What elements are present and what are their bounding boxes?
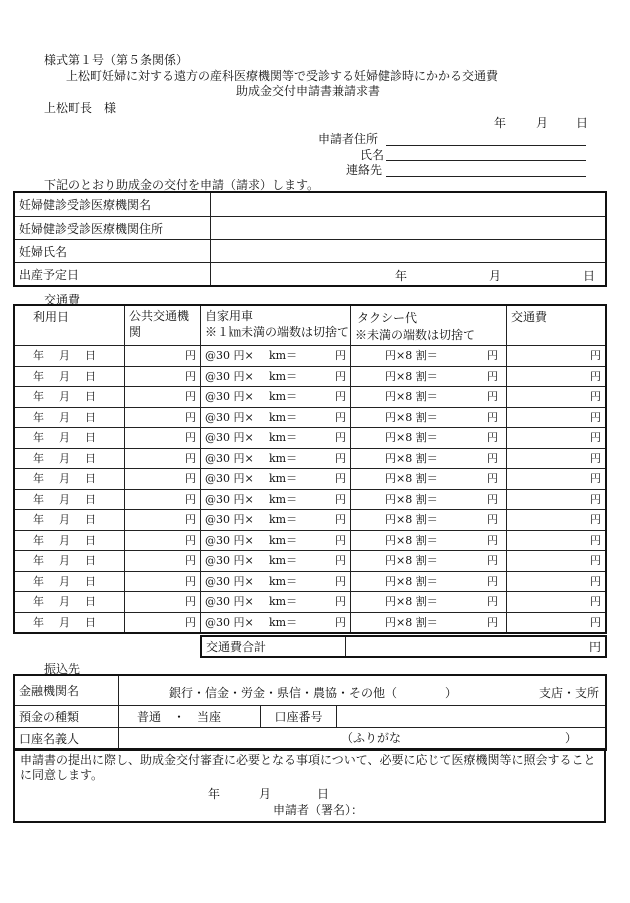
transport-section-label: 交通費: [44, 293, 81, 307]
row-year: 年: [33, 349, 44, 363]
row-total[interactable]: [507, 387, 606, 408]
row-month: 月: [59, 554, 70, 568]
row-total-unit: 円: [590, 431, 601, 445]
row-car-km: km＝: [269, 492, 298, 506]
row-public[interactable]: [125, 510, 201, 531]
row-car-unit: 円: [335, 451, 346, 465]
row-date[interactable]: [15, 551, 125, 572]
row-public[interactable]: [125, 428, 201, 449]
transport-sum-table: [201, 636, 606, 657]
applicant-contact-field[interactable]: [386, 176, 586, 177]
transport-sum-field[interactable]: [346, 637, 606, 657]
row-car-unit: 円: [335, 349, 346, 363]
row-car-rate: @30 円×: [205, 431, 254, 445]
row-total-unit: 円: [590, 492, 601, 506]
row-year: 年: [33, 492, 44, 506]
row-year: 年: [33, 451, 44, 465]
account-holder-label: 口座名義人: [15, 728, 119, 750]
row-car[interactable]: [201, 551, 351, 572]
row-car-rate: @30 円×: [205, 410, 254, 424]
table-row: [15, 428, 606, 449]
row-car-rate: @30 円×: [205, 533, 254, 547]
row-taxi[interactable]: [351, 530, 507, 551]
row-taxi[interactable]: [351, 407, 507, 428]
row-car-rate: @30 円×: [205, 574, 254, 588]
table-row: [15, 530, 606, 551]
due-year: 年: [395, 269, 408, 283]
row-year: 年: [33, 554, 44, 568]
row-car-rate: @30 円×: [205, 554, 254, 568]
row-public[interactable]: [125, 551, 201, 572]
row-month: 月: [59, 595, 70, 609]
furigana-close: ）: [565, 731, 578, 745]
date-day: 日: [576, 116, 589, 130]
consent-month: 月: [259, 787, 272, 801]
row-car-unit: 円: [335, 513, 346, 527]
row-public[interactable]: [125, 489, 201, 510]
row-public-unit: 円: [185, 369, 196, 383]
row-date[interactable]: [15, 592, 125, 613]
row-car-km: km＝: [269, 615, 298, 629]
due-day: 日: [583, 269, 596, 283]
row-taxi[interactable]: [351, 592, 507, 613]
row-year: 年: [33, 513, 44, 527]
row-public-unit: 円: [185, 472, 196, 486]
furigana-label: （ふりがな: [341, 731, 402, 745]
row-car-rate: @30 円×: [205, 390, 254, 404]
row-car-km: km＝: [269, 431, 298, 445]
row-car-rate: @30 円×: [205, 595, 254, 609]
row-car[interactable]: [201, 612, 351, 633]
row-day: 日: [85, 615, 96, 629]
row-public-unit: 円: [185, 390, 196, 404]
row-taxi-unit: 円: [487, 574, 498, 588]
row-total-unit: 円: [590, 472, 601, 486]
row-taxi-unit: 円: [487, 349, 498, 363]
row-taxi-unit: 円: [487, 595, 498, 609]
row-public[interactable]: [125, 571, 201, 592]
row-year: 年: [33, 410, 44, 424]
row-year: 年: [33, 431, 44, 445]
row-taxi-calc: 円×8 割＝: [385, 492, 438, 506]
row-taxi[interactable]: [351, 387, 507, 408]
row-taxi[interactable]: [351, 551, 507, 572]
row-public[interactable]: [125, 346, 201, 367]
row-total-unit: 円: [590, 390, 601, 404]
row-public[interactable]: [125, 592, 201, 613]
row-total[interactable]: [507, 448, 606, 469]
row-taxi-calc: 円×8 割＝: [385, 472, 438, 486]
row-year: 年: [33, 533, 44, 547]
row-date[interactable]: [15, 530, 125, 551]
row-day: 日: [85, 451, 96, 465]
medical-info-table: [14, 192, 606, 286]
medical-institution-field[interactable]: [211, 193, 606, 217]
row-date[interactable]: [15, 346, 125, 367]
form-number: 様式第１号（第５条関係）: [44, 53, 189, 67]
row-car-km: km＝: [269, 349, 298, 363]
row-taxi-calc: 円×8 割＝: [385, 574, 438, 588]
row-date[interactable]: [15, 469, 125, 490]
row-taxi[interactable]: [351, 612, 507, 633]
row-month: 月: [59, 533, 70, 547]
row-date[interactable]: [15, 428, 125, 449]
row-public-unit: 円: [185, 615, 196, 629]
row-car[interactable]: [201, 469, 351, 490]
row-month: 月: [59, 390, 70, 404]
row-month: 月: [59, 451, 70, 465]
row-total[interactable]: [507, 407, 606, 428]
date-year: 年: [494, 116, 507, 130]
row-car-rate: @30 円×: [205, 349, 254, 363]
transport-table: [14, 305, 606, 633]
row-taxi-calc: 円×8 割＝: [385, 431, 438, 445]
row-car-km: km＝: [269, 554, 298, 568]
row-total[interactable]: [507, 551, 606, 572]
row-total-unit: 円: [590, 369, 601, 383]
row-taxi-unit: 円: [487, 533, 498, 547]
row-year: 年: [33, 390, 44, 404]
table-row: [15, 448, 606, 469]
row-taxi-unit: 円: [487, 431, 498, 445]
row-day: 日: [85, 472, 96, 486]
row-taxi[interactable]: [351, 428, 507, 449]
row-car[interactable]: [201, 448, 351, 469]
medical-address-field[interactable]: [211, 217, 606, 240]
bank-institution-options: 銀行・信金・労金・県信・農協・その他（ ）: [169, 686, 458, 700]
row-car-unit: 円: [335, 431, 346, 445]
row-car-km: km＝: [269, 390, 298, 404]
row-total[interactable]: [507, 428, 606, 449]
row-total-unit: 円: [590, 574, 601, 588]
table-row: [15, 571, 606, 592]
table-row: [15, 407, 606, 428]
row-car-unit: 円: [335, 574, 346, 588]
applicant-address-label: 申請者住所: [318, 132, 379, 146]
row-public[interactable]: [125, 612, 201, 633]
row-car[interactable]: [201, 428, 351, 449]
row-day: 日: [85, 410, 96, 424]
row-public-unit: 円: [185, 595, 196, 609]
row-day: 日: [85, 349, 96, 363]
consent-box: [14, 749, 605, 822]
intro-text: 下記のとおり助成金の交付を申請（請求）します。: [44, 178, 320, 192]
row-total[interactable]: [507, 510, 606, 531]
row-day: 日: [85, 574, 96, 588]
row-taxi-calc: 円×8 割＝: [385, 349, 438, 363]
row-taxi-calc: 円×8 割＝: [385, 595, 438, 609]
row-total-unit: 円: [590, 410, 601, 424]
row-total-unit: 円: [590, 349, 601, 363]
row-taxi[interactable]: [351, 571, 507, 592]
row-car-rate: @30 円×: [205, 451, 254, 465]
row-taxi[interactable]: [351, 510, 507, 531]
header-car: [201, 306, 351, 346]
mother-name-label: 妊婦氏名: [15, 240, 211, 263]
table-row: [15, 551, 606, 572]
row-car-rate: @30 円×: [205, 615, 254, 629]
row-taxi[interactable]: [351, 366, 507, 387]
row-car-rate: @30 円×: [205, 369, 254, 383]
row-year: 年: [33, 574, 44, 588]
header-car-line2: ※１㎞未満の端数は切捨て: [205, 325, 350, 339]
applicant-name-field[interactable]: [386, 160, 586, 161]
due-date-field[interactable]: [211, 263, 606, 286]
row-total[interactable]: [507, 571, 606, 592]
header-taxi: [351, 306, 507, 346]
row-taxi-unit: 円: [487, 410, 498, 424]
row-year: 年: [33, 595, 44, 609]
row-taxi[interactable]: [351, 448, 507, 469]
table-row: [15, 387, 606, 408]
row-date[interactable]: [15, 510, 125, 531]
row-day: 日: [85, 554, 96, 568]
header-taxi-line2: ※未満の端数は切捨て: [355, 328, 476, 342]
row-car-unit: 円: [335, 472, 346, 486]
row-car-unit: 円: [335, 369, 346, 383]
row-total-unit: 円: [590, 533, 601, 547]
medical-address-label: 妊婦健診受診医療機関住所: [15, 217, 211, 240]
row-taxi-unit: 円: [487, 451, 498, 465]
row-day: 日: [85, 533, 96, 547]
form-title-line1: 上松町妊婦に対する遠方の産科医療機関等で受診する妊婦健診時にかかる交通費: [66, 69, 499, 83]
row-public-unit: 円: [185, 431, 196, 445]
row-taxi-calc: 円×8 割＝: [385, 533, 438, 547]
signature-label: 申請者（署名）：: [273, 803, 364, 817]
row-total[interactable]: [507, 592, 606, 613]
bank-table: [14, 675, 606, 750]
header-date: 利用日: [15, 306, 125, 346]
table-row: [15, 469, 606, 490]
table-row: [15, 510, 606, 531]
mother-name-field[interactable]: [211, 240, 606, 263]
row-car-unit: 円: [335, 615, 346, 629]
row-month: 月: [59, 349, 70, 363]
consent-year: 年: [208, 787, 221, 801]
account-type-label: 預金の種類: [15, 706, 119, 728]
row-car[interactable]: [201, 346, 351, 367]
table-row: [15, 346, 606, 367]
row-car[interactable]: [201, 366, 351, 387]
row-total[interactable]: [507, 346, 606, 367]
row-public-unit: 円: [185, 533, 196, 547]
row-total-unit: 円: [590, 513, 601, 527]
row-car-unit: 円: [335, 595, 346, 609]
row-total[interactable]: [507, 489, 606, 510]
row-date[interactable]: [15, 571, 125, 592]
header-public-line2: 関: [129, 325, 142, 339]
row-day: 日: [85, 369, 96, 383]
row-taxi[interactable]: [351, 469, 507, 490]
row-car-km: km＝: [269, 369, 298, 383]
row-taxi[interactable]: [351, 346, 507, 367]
row-total-unit: 円: [590, 615, 601, 629]
row-public[interactable]: [125, 407, 201, 428]
row-total[interactable]: [507, 612, 606, 633]
account-number-label: 口座番号: [261, 706, 337, 728]
row-taxi-unit: 円: [487, 369, 498, 383]
row-taxi-unit: 円: [487, 390, 498, 404]
header-car-line1: 自家用車: [205, 309, 254, 323]
row-total[interactable]: [507, 366, 606, 387]
row-total-unit: 円: [590, 554, 601, 568]
row-car-rate: @30 円×: [205, 513, 254, 527]
transport-sum-unit: 円: [588, 640, 601, 654]
row-year: 年: [33, 369, 44, 383]
row-taxi-calc: 円×8 割＝: [385, 369, 438, 383]
row-taxi-calc: 円×8 割＝: [385, 615, 438, 629]
account-type-options[interactable]: 普通 ・ 当座: [119, 706, 261, 728]
row-total-unit: 円: [590, 595, 601, 609]
row-day: 日: [85, 595, 96, 609]
row-car-unit: 円: [335, 390, 346, 404]
row-taxi-unit: 円: [487, 513, 498, 527]
header-total: 交通費: [507, 306, 606, 346]
row-public[interactable]: [125, 366, 201, 387]
row-date[interactable]: [15, 387, 125, 408]
bank-section-label: 振込先: [44, 662, 81, 676]
row-total-unit: 円: [590, 451, 601, 465]
row-total[interactable]: [507, 469, 606, 490]
row-car-unit: 円: [335, 533, 346, 547]
consent-text: 申請書の提出に際し、助成金交付審査に必要となる事項について、必要に応じて医療機関等に照会することに同意します。: [20, 753, 596, 782]
row-car-km: km＝: [269, 595, 298, 609]
row-taxi-unit: 円: [487, 472, 498, 486]
row-car-km: km＝: [269, 410, 298, 424]
row-date[interactable]: [15, 366, 125, 387]
row-car[interactable]: [201, 592, 351, 613]
row-public[interactable]: [125, 530, 201, 551]
row-day: 日: [85, 390, 96, 404]
row-car-km: km＝: [269, 472, 298, 486]
row-car[interactable]: [201, 387, 351, 408]
row-public-unit: 円: [185, 451, 196, 465]
row-public-unit: 円: [185, 574, 196, 588]
row-month: 月: [59, 369, 70, 383]
transport-sum-label: 交通費合計: [202, 637, 346, 657]
row-taxi-unit: 円: [487, 492, 498, 506]
row-month: 月: [59, 574, 70, 588]
row-car-km: km＝: [269, 533, 298, 547]
row-public[interactable]: [125, 469, 201, 490]
row-public-unit: 円: [185, 410, 196, 424]
account-number-field[interactable]: [337, 706, 606, 728]
applicant-name-label: 氏名: [360, 148, 385, 162]
date-month: 月: [536, 116, 549, 130]
row-public-unit: 円: [185, 492, 196, 506]
table-row: [15, 366, 606, 387]
row-taxi[interactable]: [351, 489, 507, 510]
row-taxi-unit: 円: [487, 615, 498, 629]
row-car-km: km＝: [269, 513, 298, 527]
header-public-line1: 公共交通機: [129, 309, 190, 323]
form-title-line2: 助成金交付申請書兼請求書: [236, 84, 381, 98]
bank-branch-options: 支店・支所: [538, 686, 599, 700]
medical-institution-label: 妊婦健診受診医療機関名: [15, 193, 211, 217]
table-row: [15, 592, 606, 613]
row-car[interactable]: [201, 407, 351, 428]
row-month: 月: [59, 410, 70, 424]
row-year: 年: [33, 472, 44, 486]
table-row: [15, 612, 606, 633]
row-taxi-calc: 円×8 割＝: [385, 554, 438, 568]
table-row: [15, 489, 606, 510]
row-month: 月: [59, 492, 70, 506]
row-month: 月: [59, 615, 70, 629]
row-month: 月: [59, 431, 70, 445]
due-month: 月: [489, 269, 502, 283]
row-month: 月: [59, 472, 70, 486]
row-car-rate: @30 円×: [205, 472, 254, 486]
row-public-unit: 円: [185, 554, 196, 568]
row-date[interactable]: [15, 407, 125, 428]
row-date[interactable]: [15, 448, 125, 469]
row-day: 日: [85, 431, 96, 445]
row-public-unit: 円: [185, 349, 196, 363]
bank-institution-field[interactable]: [119, 676, 606, 706]
row-year: 年: [33, 615, 44, 629]
row-date[interactable]: [15, 489, 125, 510]
row-car-unit: 円: [335, 410, 346, 424]
row-car-km: km＝: [269, 451, 298, 465]
row-day: 日: [85, 513, 96, 527]
row-car[interactable]: [201, 530, 351, 551]
row-public[interactable]: [125, 387, 201, 408]
row-taxi-calc: 円×8 割＝: [385, 451, 438, 465]
row-total[interactable]: [507, 530, 606, 551]
row-car[interactable]: [201, 510, 351, 531]
applicant-contact-label: 連絡先: [346, 163, 383, 177]
row-taxi-calc: 円×8 割＝: [385, 513, 438, 527]
row-car[interactable]: [201, 489, 351, 510]
row-car[interactable]: [201, 571, 351, 592]
bank-institution-label: 金融機関名: [15, 676, 119, 706]
header-public: [125, 306, 201, 346]
row-car-km: km＝: [269, 574, 298, 588]
row-date[interactable]: [15, 612, 125, 633]
header-taxi-line1: タクシー代: [357, 311, 418, 325]
consent-day: 日: [317, 787, 330, 801]
account-holder-field[interactable]: [119, 728, 606, 750]
row-public[interactable]: [125, 448, 201, 469]
row-taxi-calc: 円×8 割＝: [385, 410, 438, 424]
due-date-label: 出産予定日: [15, 263, 211, 286]
row-car-unit: 円: [335, 554, 346, 568]
row-public-unit: 円: [185, 513, 196, 527]
addressee: 上松町長 様: [44, 101, 117, 115]
row-month: 月: [59, 513, 70, 527]
row-day: 日: [85, 492, 96, 506]
row-car-unit: 円: [335, 492, 346, 506]
row-taxi-unit: 円: [487, 554, 498, 568]
row-taxi-calc: 円×8 割＝: [385, 390, 438, 404]
applicant-address-field[interactable]: [386, 145, 586, 146]
row-car-rate: @30 円×: [205, 492, 254, 506]
